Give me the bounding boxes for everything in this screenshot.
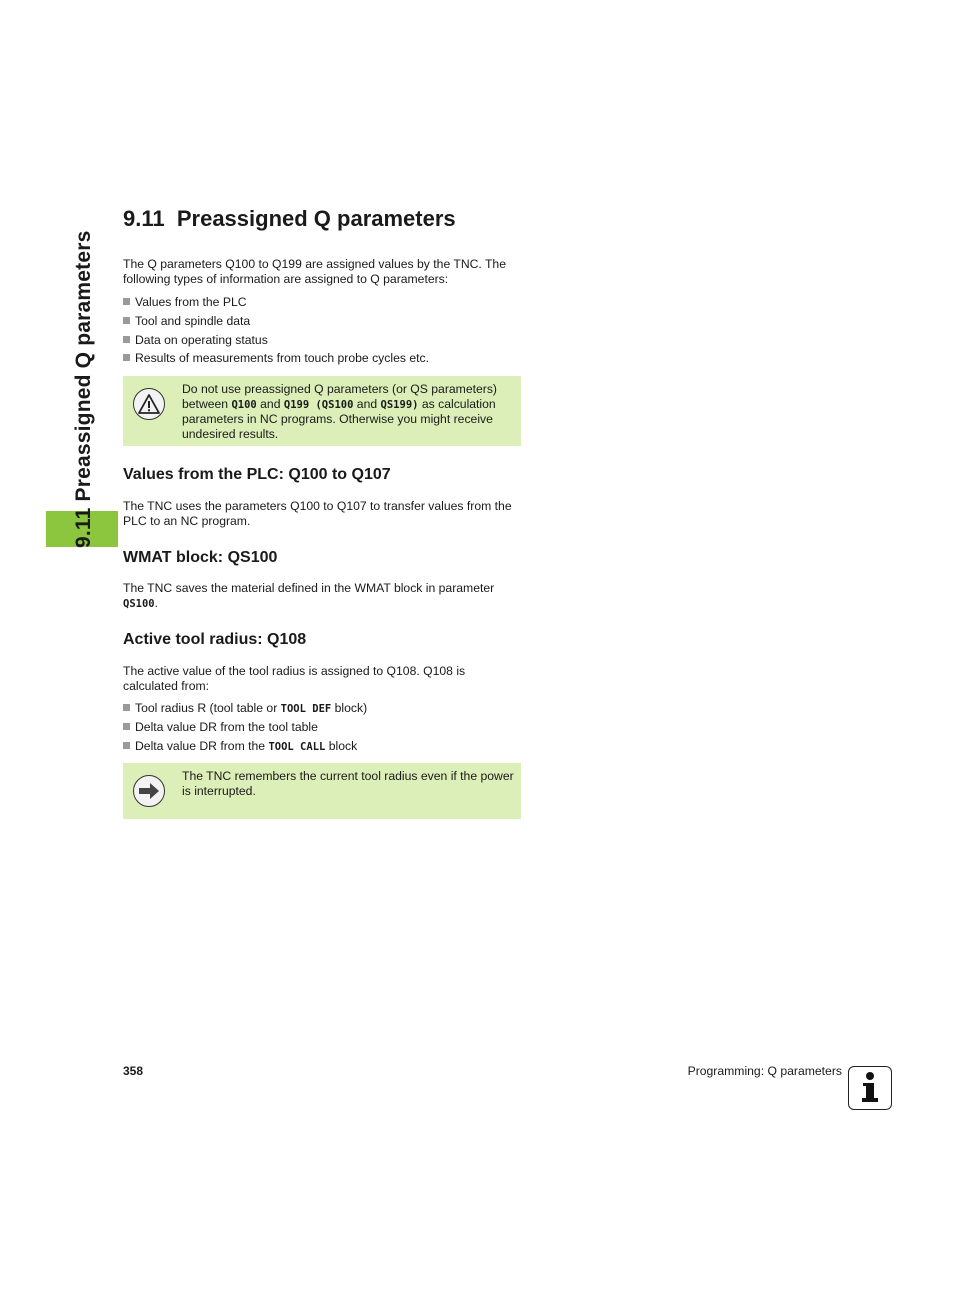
section-heading-plc: Values from the PLC: Q100 to Q107 xyxy=(123,466,391,483)
warning-icon xyxy=(133,388,165,420)
section-heading-wmat: WMAT block: QS100 xyxy=(123,549,278,566)
bullet-square-icon xyxy=(123,704,130,711)
list-item: Results of measurements from touch probe cycles etc. xyxy=(123,351,523,370)
info-note-text: The TNC remembers the current tool radius even if the power is interrupted. xyxy=(182,769,514,798)
wmat-paragraph: The TNC saves the material defined in the WMAT block in parameter QS100. xyxy=(123,581,495,610)
bullet-square-icon xyxy=(123,354,130,361)
list-item: Tool radius R (tool table or TOOL DEF block) xyxy=(123,701,523,720)
list-item: Delta value DR from the TOOL CALL block xyxy=(123,739,523,758)
plc-paragraph: The TNC uses the parameters Q100 to Q107 to transfer values from the PLC to an NC program. xyxy=(123,499,512,528)
intro-paragraph: The Q parameters Q100 to Q199 are assigned values by the TNC. The following types of information are assigned to Q parameters: xyxy=(123,257,506,286)
radius-paragraph: The active value of the tool radius is assigned to Q108. Q108 is calculated from: xyxy=(123,664,466,693)
footer-chapter-title: Programming: Q parameters xyxy=(687,1064,842,1078)
list-item: Values from the PLC xyxy=(123,295,523,314)
info-note xyxy=(123,763,521,819)
bullet-square-icon xyxy=(123,298,130,305)
bullet-square-icon xyxy=(123,336,130,343)
bullet-square-icon xyxy=(123,317,130,324)
list-item: Tool and spindle data xyxy=(123,314,523,333)
page-number: 358 xyxy=(123,1064,144,1078)
radius-list xyxy=(123,701,523,757)
section-heading-radius: Active tool radius: Q108 xyxy=(123,631,307,648)
bullet-square-icon xyxy=(123,742,130,749)
arrow-right-icon xyxy=(133,775,165,807)
sidebar-chapter-title: 9.11 Preassigned Q parameters xyxy=(72,230,95,548)
section-title: Preassigned Q parameters xyxy=(176,206,456,231)
intro-list xyxy=(123,295,523,370)
warning-note-text: Do not use preassigned Q parameters (or QS parameters) between Q100 and Q199 (QS100 and QS199) as calculation parameters in NC programs. Otherwise you might receive undesired results. xyxy=(182,382,497,441)
bullet-square-icon xyxy=(123,723,130,730)
list-item: Delta value DR from the tool table xyxy=(123,720,523,739)
page-title xyxy=(123,206,456,232)
list-item: Data on operating status xyxy=(123,333,523,352)
info-icon xyxy=(848,1066,892,1110)
section-number: 9.11 xyxy=(123,206,165,231)
warning-note xyxy=(123,376,521,446)
